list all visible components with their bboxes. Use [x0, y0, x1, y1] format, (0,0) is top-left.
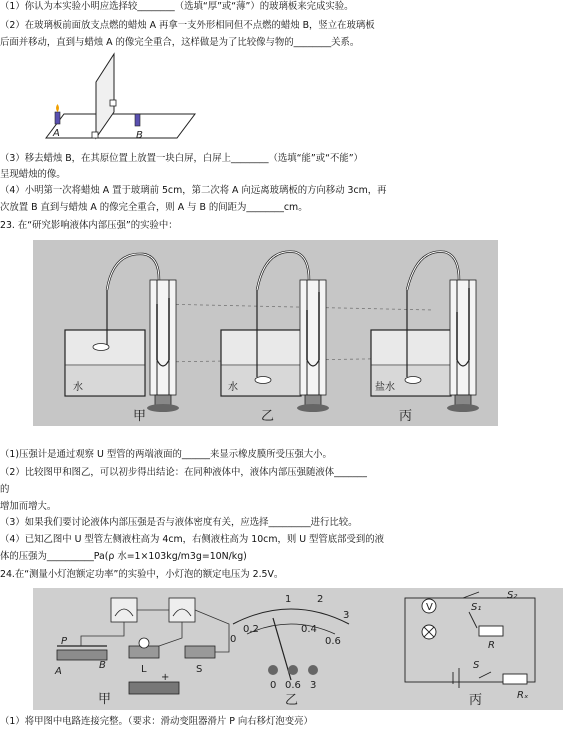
- label-r: R: [488, 640, 495, 651]
- q24-subq1: （1）将甲图中电路连接完整。（要求：滑动变阻器滑片 P 向右移灯泡变亮）: [0, 716, 313, 727]
- tick-02: 0.2: [243, 624, 259, 635]
- tick-04: 0.4: [301, 624, 317, 635]
- label-v: V: [426, 602, 433, 613]
- label-a: A: [55, 666, 62, 677]
- q23-subq1: （1)压强计是通过观察 U 型管的两端液面的______来显示橡皮膜所受压强大小。: [0, 449, 332, 460]
- battery-plus: +: [161, 672, 170, 683]
- caption-yi: 乙: [261, 409, 275, 424]
- pressure-experiment-figure: [33, 240, 498, 426]
- label-a: A: [53, 128, 60, 139]
- q23-subq4-line1: （4）已知乙图中 U 型管左侧液柱高为 4cm，右侧液柱高为 10cm，则 U 型管底部受到的液: [0, 534, 385, 545]
- label-s: S: [473, 660, 480, 671]
- q23-subq4-line2: 体的压强为__________Pa(ρ 水=1×103kg/m3g=10N/kg): [0, 551, 247, 562]
- tick-3: 3: [343, 610, 350, 621]
- q23-subq2-line1: （2）比较图甲和图乙，可以初步得出结论：在同种液体中，液体内部压强随液体_______: [0, 467, 367, 478]
- rheostat: [57, 650, 107, 660]
- mirror-experiment-figure: [30, 52, 200, 146]
- label-s1: S₁: [471, 602, 482, 613]
- battery-pack: [129, 682, 179, 694]
- q22-subq1: （1）你认为本实验小明应选择较________（选填“厚”或“薄”）的玻璃板来完成实验。: [0, 1, 354, 12]
- tick-06: 0.6: [325, 636, 341, 647]
- liquid-label-brine: 盐水: [375, 382, 395, 393]
- label-b: B: [99, 660, 106, 671]
- glass-plate: [96, 54, 114, 138]
- caption-jia: 甲: [133, 409, 147, 424]
- caption-bing: 丙: [399, 409, 413, 424]
- caption-yi: 乙: [285, 693, 299, 708]
- q23-subq2-line2: 的: [0, 484, 10, 495]
- liquid-label-water: 水: [73, 382, 83, 393]
- table-surface: [46, 114, 195, 138]
- tick-2: 2: [317, 594, 324, 605]
- clamp-left: [92, 132, 98, 138]
- q23-subq3: （3）如果我们要讨论液体内部压强是否与液体密度有关，应选择_________进行比较。: [0, 517, 358, 528]
- terminal-3: 3: [310, 680, 317, 691]
- lamp-bulb: [139, 638, 149, 648]
- candle-a: [55, 112, 60, 124]
- q24-title: 24.在“测量小灯泡额定功率”的实验中，小灯泡的额定电压为 2.5V。: [0, 569, 284, 580]
- terminal-06: 0.6: [285, 680, 301, 691]
- clamp-right: [110, 100, 116, 106]
- switch-device: [185, 646, 215, 658]
- tick-1: 1: [285, 594, 292, 605]
- q22-subq4-line1: （4）小明第一次将蜡烛 A 置于玻璃前 5cm，第二次将 A 向远离玻璃板的方向移动 3cm，再: [0, 185, 387, 196]
- caption-bing: 丙: [469, 693, 483, 708]
- lamp-power-figure: [33, 588, 563, 710]
- tick-0: 0: [230, 634, 237, 645]
- terminal-0: 0: [270, 680, 277, 691]
- liquid-label-water-2: 水: [228, 382, 238, 393]
- q22-subq3-line2: 呈现蜡烛的像。: [0, 169, 66, 180]
- q22-subq2-line1: （2）在玻璃板前面放支点燃的蜡烛 A 再拿一支外形相同但不点燃的蜡烛 B，竖立在玻璃板: [0, 20, 375, 31]
- caption-jia: 甲: [98, 692, 112, 707]
- q23-title: 23. 在“研究影响液体内部压强”的实验中：: [0, 220, 178, 231]
- q22-subq3-line1: （3）移去蜡烛 B，在其原位置上放置一块白屏，白屏上________（选填“能”或“不能”）: [0, 153, 363, 164]
- q22-subq4-line2: 次放置 B 直到与蜡烛 A 的像完全重合，则 A 与 B 的间距为________cm。: [0, 202, 308, 213]
- voltmeter-device: [169, 598, 195, 622]
- q23-subq2-line3: 增加而增大。: [0, 501, 57, 512]
- label-s: S: [196, 664, 203, 675]
- candle-b: [135, 114, 140, 126]
- label-s2: S₂: [507, 590, 518, 601]
- label-p: P: [61, 636, 68, 647]
- ammeter-device: [111, 598, 137, 622]
- label-rx: Rₓ: [517, 690, 529, 701]
- flame-icon: [56, 104, 59, 112]
- label-b: B: [136, 130, 143, 141]
- label-l: L: [141, 664, 147, 675]
- q22-subq2-line2: 后面并移动，直到与蜡烛 A 的像完全重合，这样做是为了比较像与物的________关系。: [0, 37, 360, 48]
